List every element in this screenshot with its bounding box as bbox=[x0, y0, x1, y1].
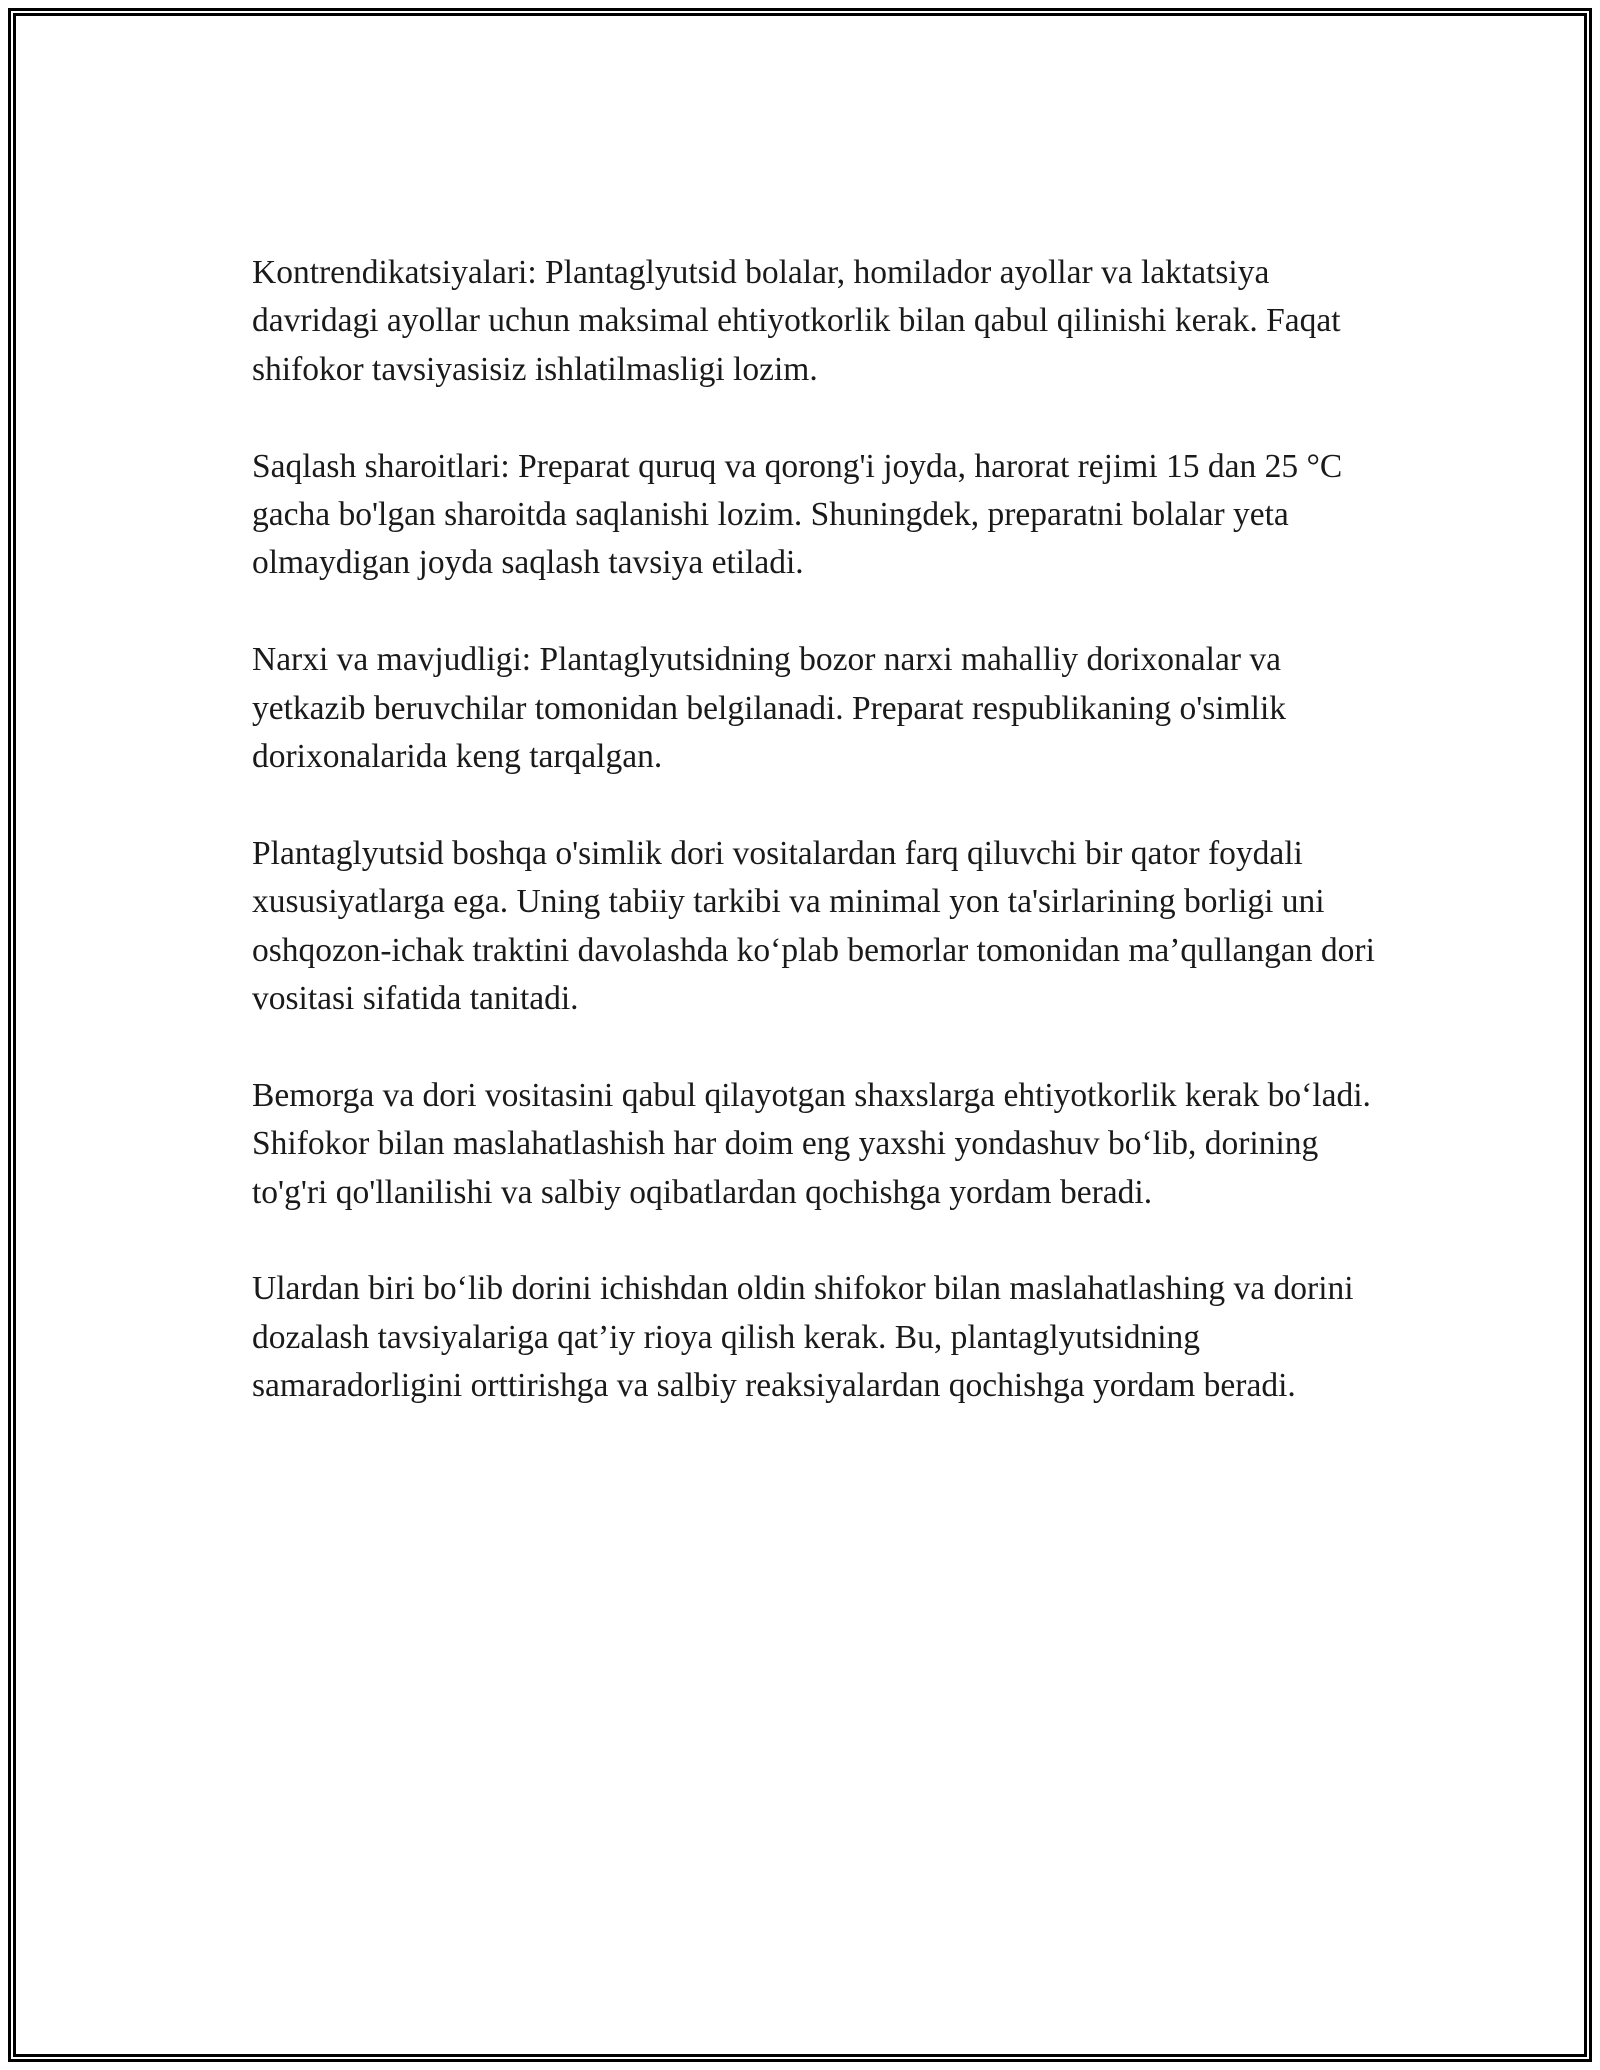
document-body bbox=[252, 249, 1392, 1459]
paragraph-recommendation: Ulardan biri bo‘lib dorini ichishdan oldin shifokor bilan maslahatlashing va dorini dozalash tavsiyalariga qat’iy rioya qilish kerak. Bu, plantaglyutsidning samaradorligini orttirishga va salbiy reaksiyalardan qochishga yordam beradi. bbox=[252, 1270, 1354, 1405]
paragraph-storage-conditions: Saqlash sharoitlari: Preparat quruq va qorong'i joyda, harorat rejimi 15 dan 25 °C gacha bo'lgan sharoitda saqlanishi lozim. Shuningdek, preparatni bolalar yeta olmaydigan joyda saqlash tavsiya etiladi. bbox=[252, 447, 1343, 582]
paragraph-caution: Bemorga va dori vositasini qabul qilayotgan shaxslarga ehtiyotkorlik kerak bo‘ladi. Shifokor bilan maslahatlashish har doim eng yaxshi yondashuv bo‘lib, dorining to'g'ri qo'llanilishi va salbiy oqibatlardan qochishga yordam beradi. bbox=[252, 1076, 1371, 1211]
page-border bbox=[8, 8, 1592, 2062]
paragraph-price-availability: Narxi va mavjudligi: Plantaglyutsidning bozor narxi mahalliy dorixonalar va yetkazib beruvchilar tomonidan belgilanadi. Preparat respublikaning o'simlik dorixonalarida keng tarqalgan. bbox=[252, 641, 1287, 776]
paragraph-contraindications: Kontrendikatsiyalari: Plantaglyutsid bolalar, homilador ayollar va laktatsiya davridagi ayollar uchun maksimal ehtiyotkorlik bilan qabul qilinishi kerak. Faqat shifokor tavsiyasisiz ishlatilmasligi lozim. bbox=[252, 254, 1341, 388]
paragraph-benefits: Plantaglyutsid boshqa o'simlik dori vositalardan farq qiluvchi bir qator foydali xususiyatlarga ega. Uning tabiiy tarkibi va minimal yon ta'sirlarining borligi uni oshqozon-ichak traktini davolashda ko‘plab bemorlar tomonidan ma’qullangan dori vositasi sifatida tanitadi. bbox=[252, 834, 1375, 1018]
